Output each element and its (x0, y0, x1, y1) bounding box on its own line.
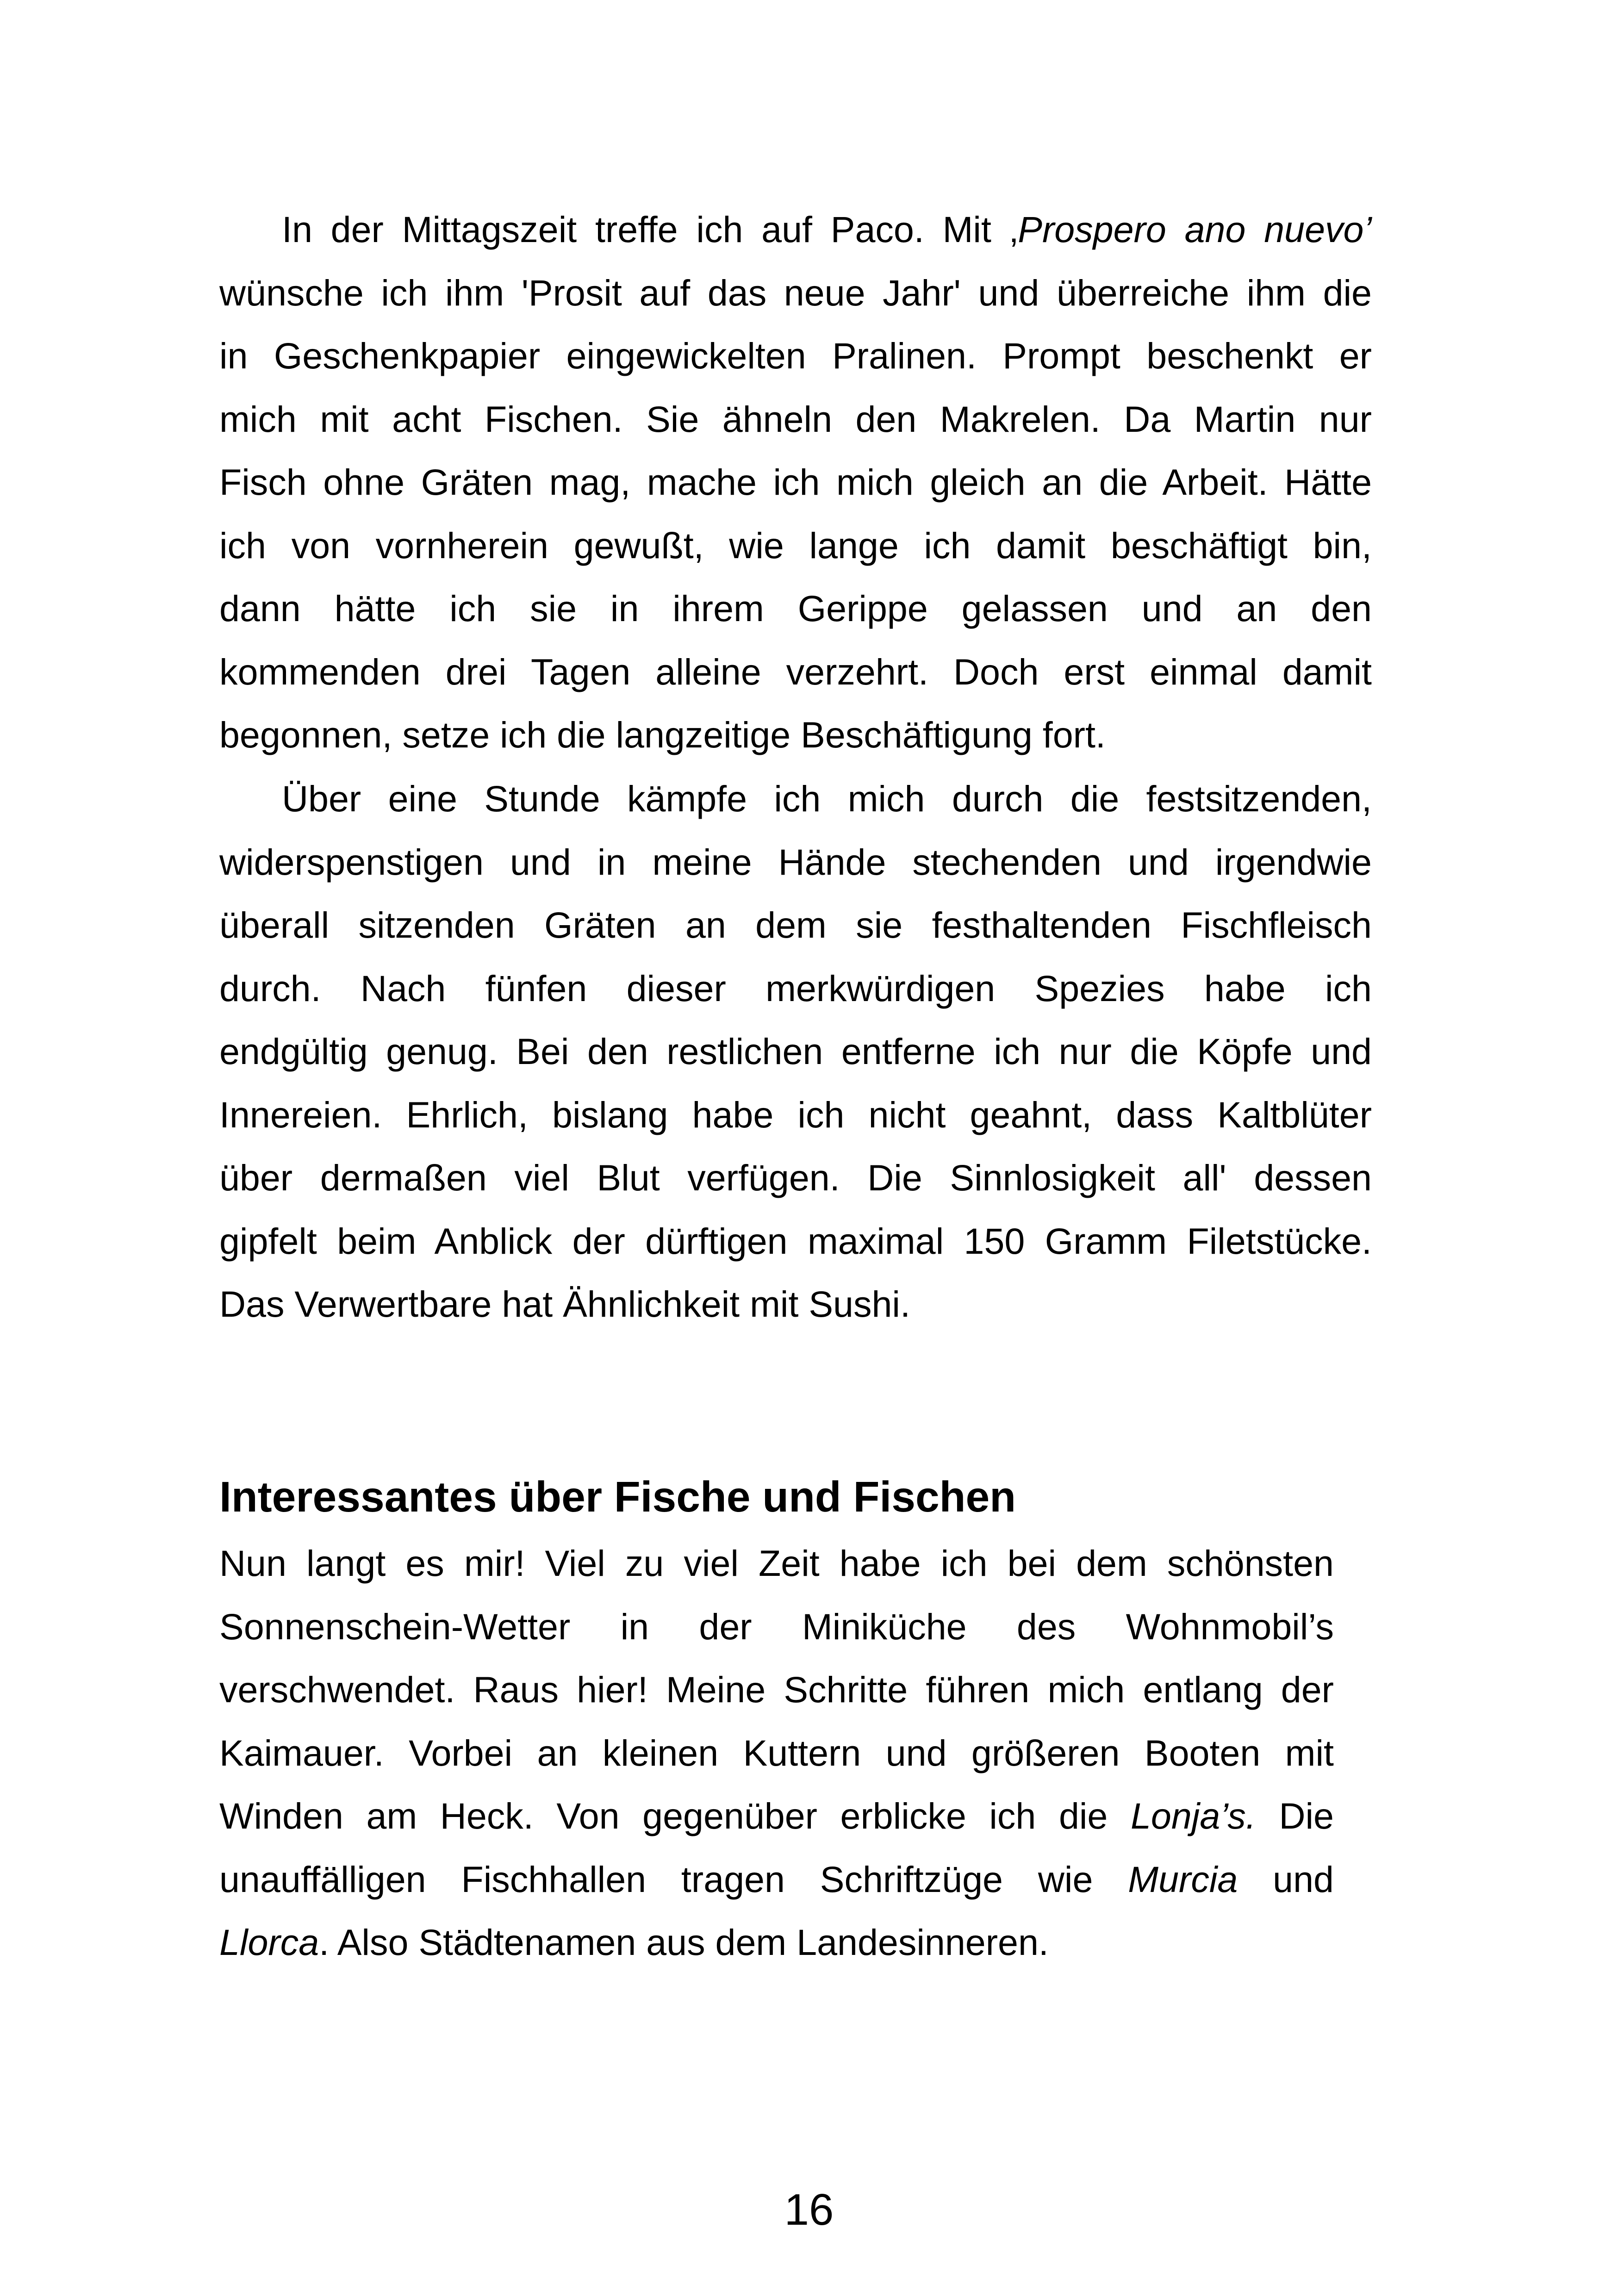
text-segment: und (1238, 1858, 1334, 1900)
text-line: in Geschenkpapier eingewickelten Pralinen. Prompt beschenkt er (219, 335, 1372, 376)
paragraph-1 (219, 198, 1372, 767)
text-line: durch. Nach fünfen dieser merkwürdigen Spezies habe ich (219, 967, 1372, 1009)
text-line: kommenden drei Tagen alleine verzehrt. Doch erst einmal damit (219, 651, 1372, 692)
text-line: Über eine Stunde kämpfe ich mich durch die festsitzenden, (282, 778, 1372, 819)
text-line: Sonnenschein-Wetter in der Miniküche des Wohnmobil’s (219, 1605, 1334, 1647)
text-line: Fisch ohne Gräten mag, mache ich mich gleich an die Arbeit. Hätte (219, 461, 1372, 503)
text-line: Innereien. Ehrlich, bislang habe ich nicht geahnt, dass Kaltblüter (219, 1094, 1372, 1135)
text-line (219, 1785, 1334, 1848)
italic-phrase: Murcia (1128, 1858, 1238, 1900)
text-line (219, 1848, 1334, 1911)
page-number: 16 (784, 2185, 834, 2234)
text-line: gipfelt beim Anblick der dürftigen maximal 150 Gramm Filetstücke. (219, 1220, 1372, 1262)
text-segment: . Also Städtenamen aus dem Landesinneren. (319, 1922, 1049, 1963)
italic-phrase: Prospero ano nuevo’ (1018, 209, 1372, 250)
paragraph-2 (219, 767, 1372, 1336)
text-segment: Die (1256, 1795, 1334, 1836)
italic-phrase: Llorca (219, 1922, 319, 1963)
text-line (219, 1911, 1334, 1974)
text-line: begonnen, setze ich die langzeitige Beschäftigung fort. (219, 714, 1106, 755)
text-line: widerspenstigen und in meine Hände stechenden und irgendwie (219, 841, 1372, 883)
text-line: verschwendet. Raus hier! Meine Schritte führen mich entlang der (219, 1669, 1334, 1710)
text-segment: In der Mittagszeit treffe ich auf Paco. Mit ‚ (282, 209, 1018, 250)
text-line: Kaimauer. Vorbei an kleinen Kuttern und größeren Booten mit (219, 1732, 1334, 1773)
text-line: überall sitzenden Gräten an dem sie festhaltenden Fischfleisch (219, 904, 1372, 946)
text-line: wünsche ich ihm 'Prosit auf das neue Jahr' und überreiche ihm die (219, 272, 1372, 313)
text-line: Nun langt es mir! Viel zu viel Zeit habe ich bei dem schönsten (219, 1543, 1334, 1584)
section-paragraph (219, 1532, 1372, 1974)
section-heading: Interessantes über Fische und Fischen (219, 1473, 1016, 1521)
text-line: über dermaßen viel Blut verfügen. Die Sinnlosigkeit all' dessen (219, 1157, 1372, 1198)
text-segment: Winden am Heck. Von gegenüber erblicke ich die (219, 1795, 1131, 1836)
text-line (219, 198, 1372, 261)
text-line: endgültig genug. Bei den restlichen entferne ich nur die Köpfe und (219, 1031, 1372, 1072)
text-line: Das Verwertbare hat Ähnlichkeit mit Sushi. (219, 1283, 910, 1325)
italic-phrase: Lonja’s. (1130, 1795, 1256, 1836)
text-line: ich von vornherein gewußt, wie lange ich damit beschäftigt bin, (219, 524, 1372, 566)
text-line: mich mit acht Fischen. Sie ähneln den Makrelen. Da Martin nur (219, 398, 1372, 440)
text-line: dann hätte ich sie in ihrem Gerippe gelassen und an den (219, 588, 1372, 629)
text-segment: unauffälligen Fischhallen tragen Schriftzüge wie (219, 1858, 1128, 1900)
